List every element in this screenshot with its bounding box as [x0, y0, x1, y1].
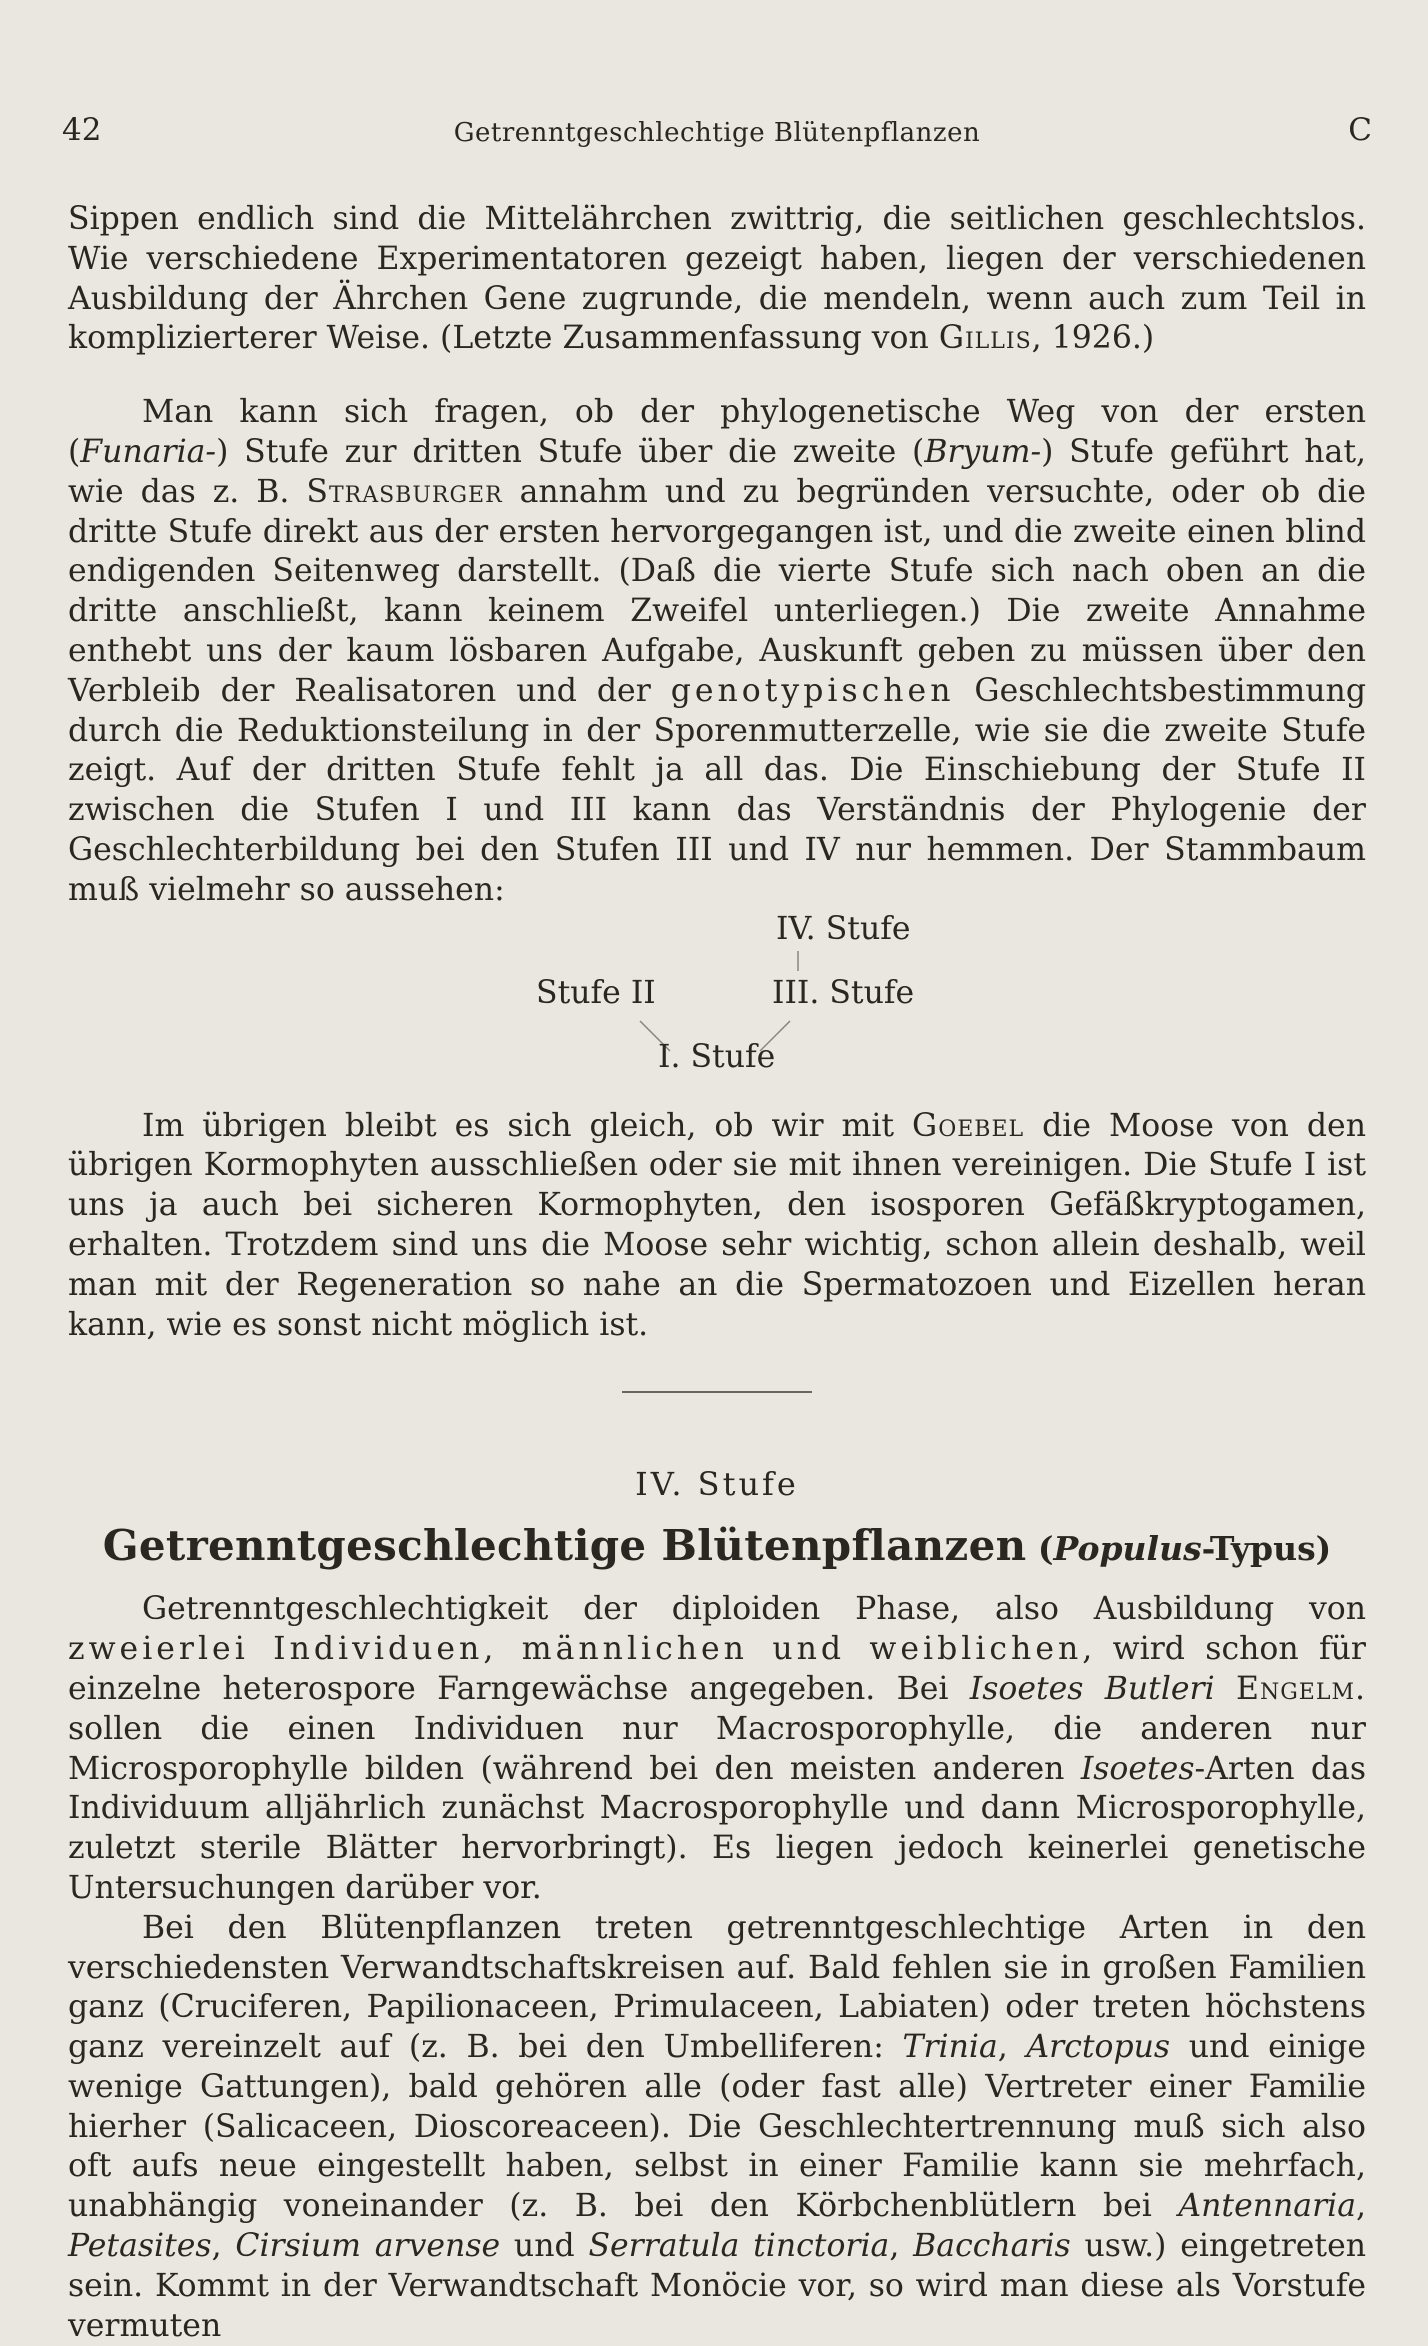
- spaced-term: zweierlei Individuen, männlichen und weiblichen: [68, 1631, 1083, 1668]
- text-run: Sippen endlich sind die Mittelährchen zwittrig, die seitlichen geschlechtslos. Wie verschiedene Experimentatoren gezeigt haben, liegen der verschiedenen Ausbildung der Ährchen Gene zugrunde, die mendeln, wenn auch zum Teil in komplizierterer Weise. (Letzte Zusammenfassung von: [68, 201, 1366, 357]
- tree-node-stufe-iii: III. Stufe: [772, 974, 915, 1011]
- running-head: Getrenntgeschlechtige Blütenpflanzen: [453, 118, 981, 148]
- section-title: [68, 1521, 1366, 1570]
- text-run: ,: [997, 2029, 1027, 2066]
- page-number: 42: [62, 112, 102, 148]
- tree-connector-lines: [68, 911, 1366, 1107]
- genus-name: Antennaria: [1178, 2188, 1356, 2225]
- author-name: Engelm.: [1235, 1670, 1366, 1707]
- text-run: und einige wenige Gattungen), bald gehören alle (oder fast alle) Vertreter einer Familie hierher (Salicaceen, Dioscoreaceen). Die Geschlechtertrennung muß sich also oft aufs neue eingestellt haben, selbst in einer Familie kann sie mehrfach, unabhängig voneinander (z. B. bei den Körbchenblütlern bei: [68, 2029, 1366, 2225]
- spaced-term: genotypischen: [670, 672, 955, 709]
- genus-name: Isoetes: [1080, 1750, 1195, 1787]
- species-name: Cirsium arvense: [235, 2228, 501, 2265]
- text-run: ) Stufe zur dritten Stufe über die zweite (: [216, 433, 925, 470]
- page-header: [62, 112, 1372, 156]
- paragraph-2: [68, 393, 1366, 910]
- species-name: Isoetes Butleri: [969, 1670, 1215, 1707]
- paragraph-3: [68, 1107, 1366, 1346]
- text-run: Geschlechtsbestimmung durch die Reduktionsteilung in der Sporenmutterzelle, wie sie die zweite Stufe zeigt. Auf der dritten Stufe fehlt ja all das. Die Einschiebung der Stufe II zwischen die Stufen I und III kann das Verständnis der Phylogenie der Geschlechterbildung bei den Stufen III und IV nur hemmen. Der Stammbaum muß vielmehr so aussehen:: [68, 672, 1366, 908]
- text-run: Im übrigen bleibt es sich gleich, ob wir mit: [142, 1107, 913, 1144]
- text-run: -Arten das Individuum alljährlich zunächst Macrosporophylle und dann Microsporophylle, zuletzt sterile Blätter hervorbringt). Es liegen jedoch keinerlei genetische Untersuchungen darüber vor.: [68, 1750, 1366, 1906]
- genus-name: Funaria-: [80, 433, 217, 470]
- title-typus: -Typus): [1201, 1529, 1332, 1569]
- text-run: , wird schon für einzelne heterospore Farngewächse angegeben. Bei: [68, 1631, 1366, 1707]
- title-paren: (: [1026, 1529, 1054, 1569]
- text-run: usw.) eingetreten sein. Kommt in der Verwandtschaft Monöcie vor, so wird man diese als Vorstufe vermuten: [68, 2228, 1367, 2344]
- text-run: annahm und zu begründen versuchte, oder ob die dritte Stufe direkt aus der ersten hervorgegangen ist, und die zweite einen blind endigenden Seitenweg darstellt. (Daß die vierte Stufe sich nach oben an die dritte anschließt, kann keinem Zweifel unterliegen.) Die zweite Annahme enthebt uns der kaum lösbaren Aufgabe, Auskunft geben zu müssen über den Verbleib der Realisatoren und der: [68, 473, 1366, 709]
- tree-node-stufe-iv: IV. Stufe: [776, 910, 911, 947]
- species-name: Serratula tinctoria: [588, 2228, 890, 2265]
- text-run: sollen die einen Individuen nur Macrosporophylle, die anderen nur Microsporophylle bilden (während bei den meisten anderen: [68, 1710, 1366, 1787]
- genus-name: Arctopus: [1026, 2029, 1171, 2066]
- page-body: [68, 200, 1366, 2346]
- text-run: und: [500, 2228, 589, 2265]
- genus-name: Bryum-: [924, 433, 1042, 470]
- genus-name: Petasites: [68, 2228, 212, 2265]
- author-name: Goebel: [912, 1107, 1025, 1144]
- tree-node-stufe-i: I. Stufe: [658, 1038, 776, 1075]
- section-title-text: Getrenntgeschlechtige Blütenpflanzen: [102, 1521, 1027, 1571]
- author-name: Strasburger: [306, 473, 503, 510]
- text-run: ,: [1355, 2188, 1366, 2225]
- section-label: IV. Stufe: [635, 1465, 799, 1504]
- tree-node-stufe-ii: Stufe II: [536, 974, 656, 1011]
- text-run: Getrenntgeschlechtigkeit der diploiden Phase, also Ausbildung von: [142, 1591, 1366, 1628]
- text-run: [1215, 1671, 1236, 1707]
- author-name: Gillis: [938, 320, 1032, 357]
- text-run: die Moose von den übrigen Kormophyten ausschließen oder sie mit ihnen vereinigen. Die Stufe I ist uns ja auch bei sicheren Kormophyten, den isosporen Gefäßkryptogamen, erhalten. Trotzdem sind uns die Moose sehr wichtig, schon allein deshalb, weil man mit der Regeneration so nahe an die Spermatozoen und Eizellen heran kann, wie es sonst nicht möglich ist.: [68, 1107, 1366, 1343]
- genus-name: Trinia: [902, 2029, 998, 2066]
- title-genus: Populus: [1053, 1529, 1202, 1569]
- text-run: ,: [211, 2228, 236, 2265]
- section-divider: [622, 1391, 812, 1393]
- genus-name: Baccharis: [913, 2228, 1071, 2265]
- paragraph-4: [68, 1590, 1366, 1908]
- text-run: ,: [889, 2228, 914, 2265]
- stammbaum-diagram: [68, 911, 1366, 1107]
- paragraph-5: [68, 1909, 1366, 2346]
- paragraph-1: [68, 200, 1366, 359]
- text-run: ) Stufe geführt hat, wie das z. B.: [68, 433, 1366, 510]
- text-run: Bei den Blütenpflanzen treten getrenntgeschlechtige Arten in den verschiedensten Verwandtschaftskreisen auf. Bald fehlen sie in großen Familien ganz (Cruciferen, Papilionaceen, Primulaceen, Labiaten) oder treten höchstens ganz vereinzelt auf (z. B. bei den Umbelliferen:: [68, 1909, 1366, 2066]
- text-run: Man kann sich fragen, ob der phylogenetische Weg von der ersten (: [68, 394, 1366, 470]
- text-run: , 1926.): [1031, 320, 1155, 357]
- section-letter: C: [1348, 112, 1372, 148]
